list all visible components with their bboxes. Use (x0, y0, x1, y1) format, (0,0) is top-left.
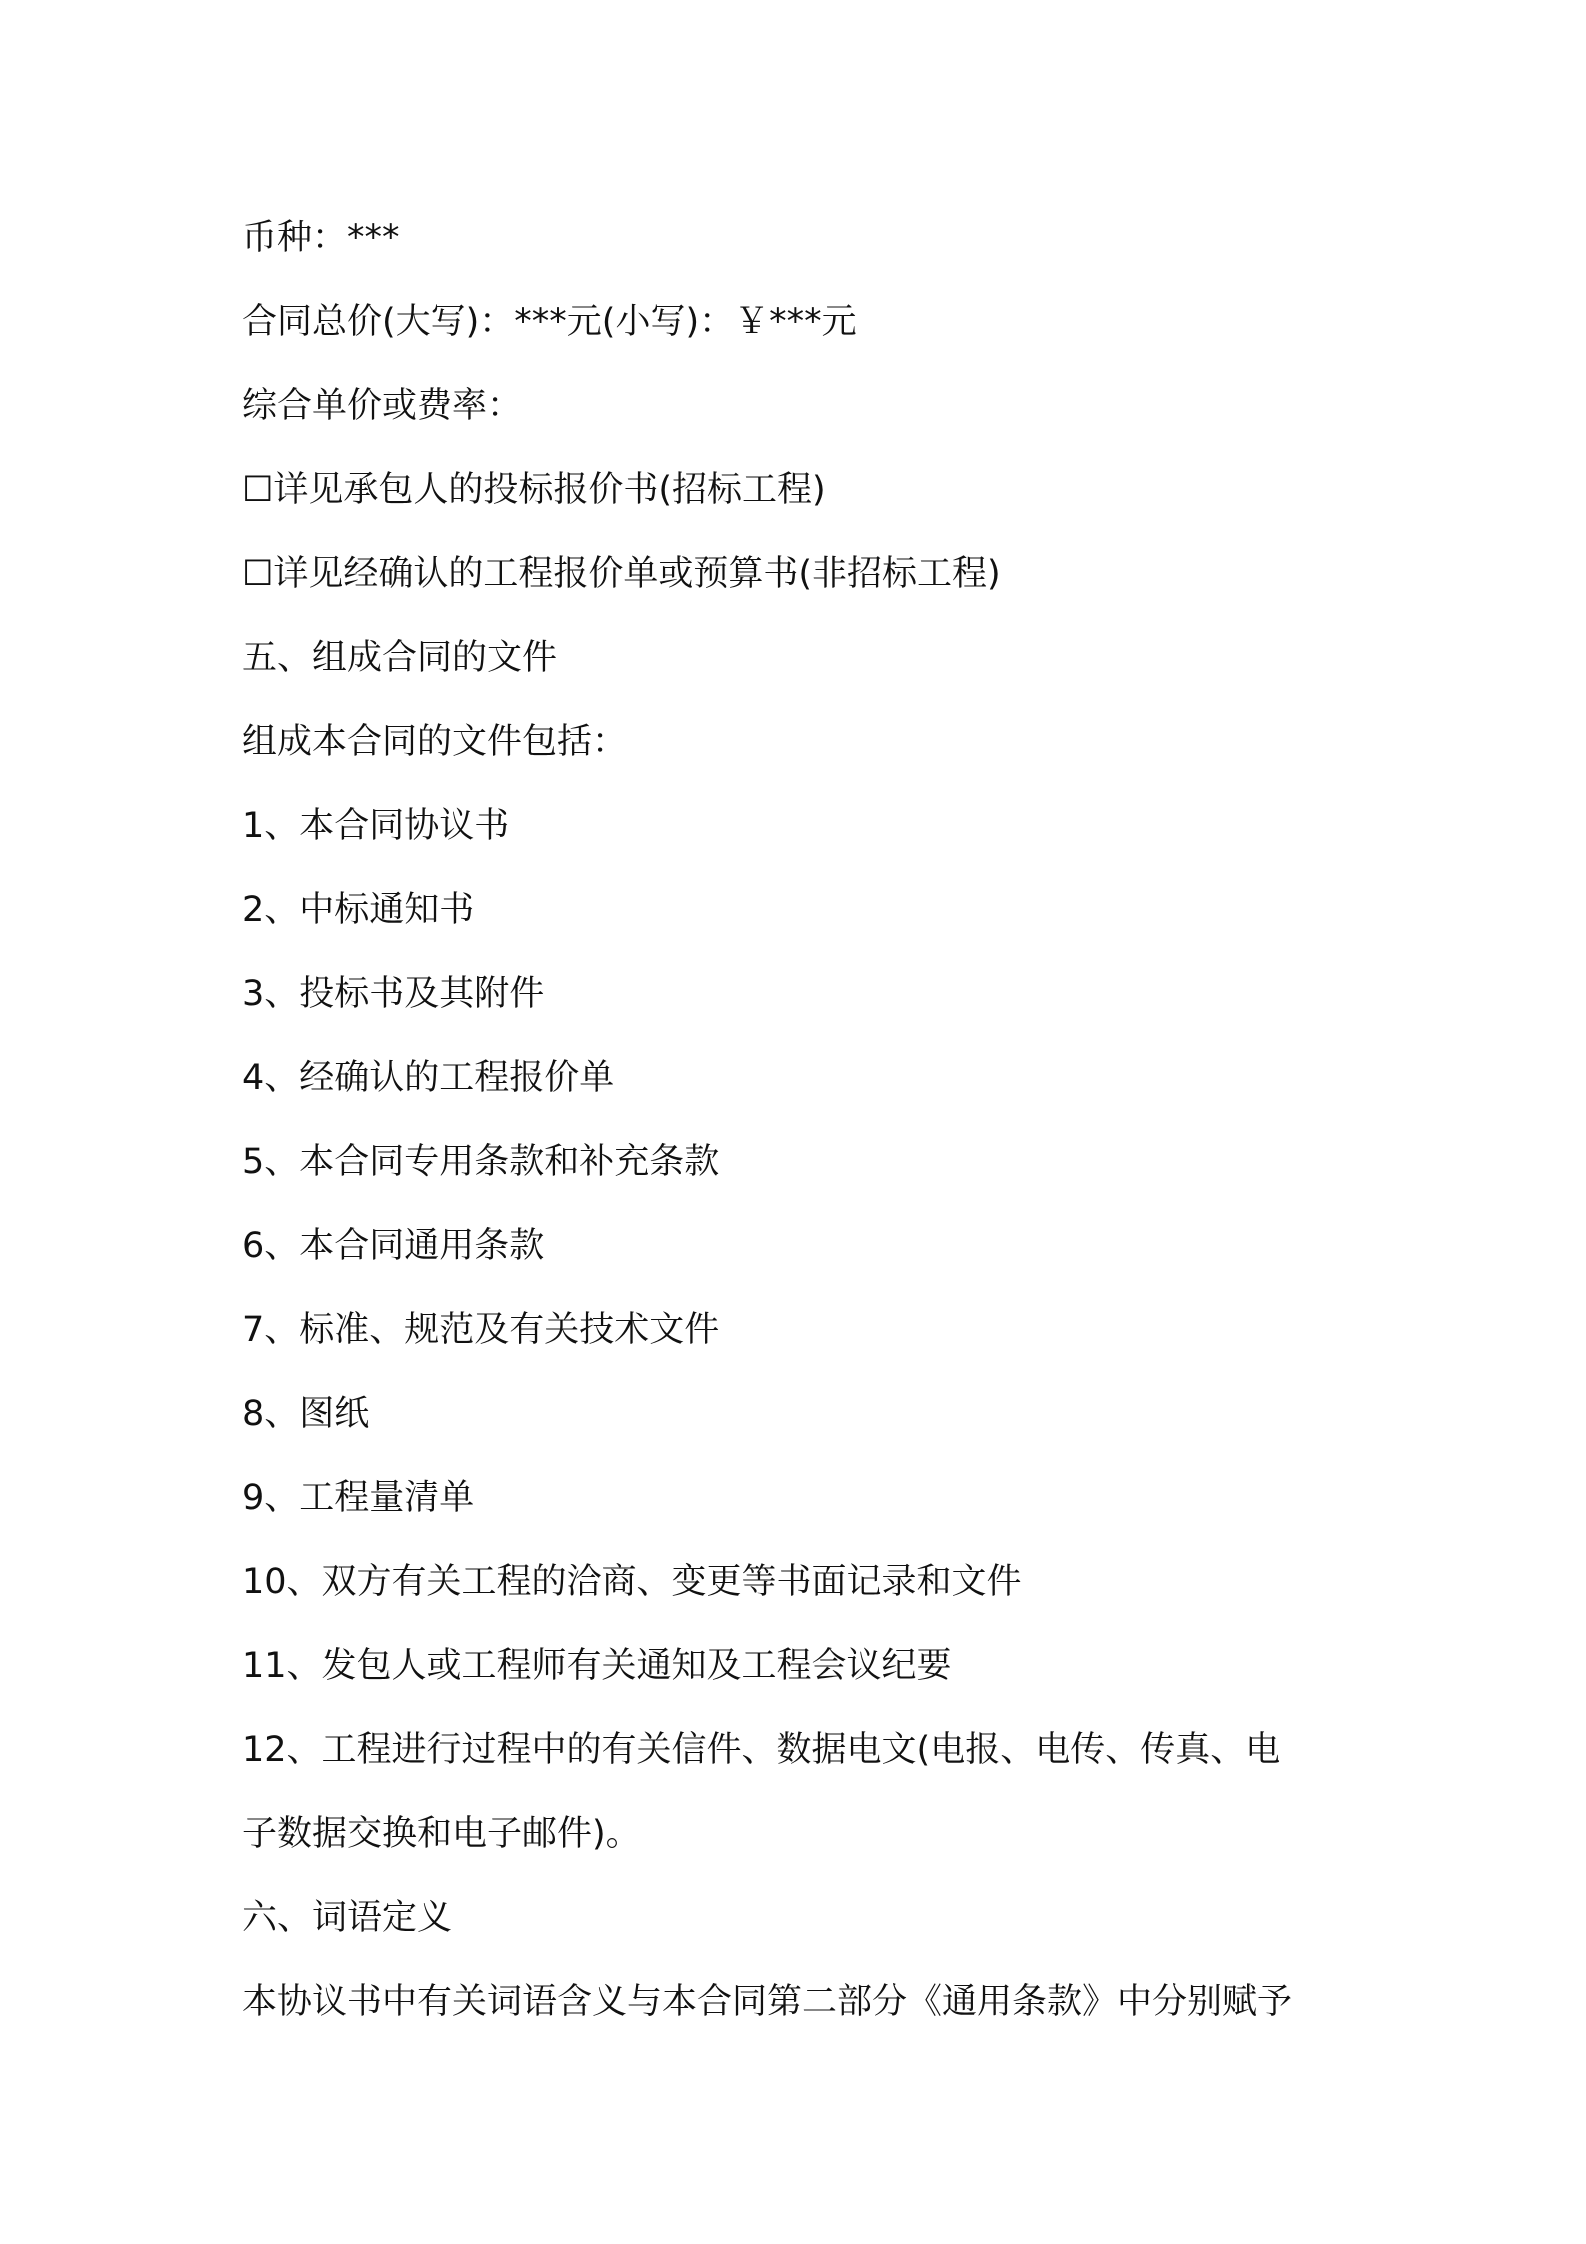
definitions-paragraph: 本协议书中有关词语含义与本合同第二部分《通用条款》中分别赋予 (242, 1982, 1293, 2022)
currency-line: 币种：*** (242, 218, 400, 258)
checkbox-option-confirmed-quotation: ☐详见经确认的工程报价单或预算书(非招标工程) (242, 554, 1001, 594)
list-item: 11、发包人或工程师有关通知及工程会议纪要 (242, 1646, 952, 1686)
list-item: 6、本合同通用条款 (242, 1226, 545, 1266)
list-item: 5、本合同专用条款和补充条款 (242, 1142, 720, 1182)
list-item: 3、投标书及其附件 (242, 974, 545, 1014)
contract-total-price-line: 合同总价(大写)：***元(小写)：￥***元 (242, 302, 857, 342)
document-body (242, 196, 1352, 2044)
list-item: 2、中标通知书 (242, 890, 475, 930)
list-item: 9、工程量清单 (242, 1478, 475, 1518)
contract-documents-intro: 组成本合同的文件包括： (242, 722, 628, 762)
list-item-continuation: 子数据交换和电子邮件)。 (242, 1814, 641, 1854)
section-heading-contract-documents: 五、组成合同的文件 (242, 638, 558, 678)
checkbox-option-bid-quotation: ☐详见承包人的投标报价书(招标工程) (242, 470, 826, 510)
list-item: 1、本合同协议书 (242, 806, 510, 846)
list-item: 4、经确认的工程报价单 (242, 1058, 615, 1098)
list-item: 10、双方有关工程的洽商、变更等书面记录和文件 (242, 1562, 1022, 1602)
list-item: 8、图纸 (242, 1394, 370, 1434)
section-heading-definitions: 六、词语定义 (242, 1898, 453, 1938)
list-item: 7、标准、规范及有关技术文件 (242, 1310, 720, 1350)
unit-price-rate-line: 综合单价或费率： (242, 386, 523, 426)
list-item: 12、工程进行过程中的有关信件、数据电文(电报、电传、传真、电 (242, 1730, 1281, 1770)
